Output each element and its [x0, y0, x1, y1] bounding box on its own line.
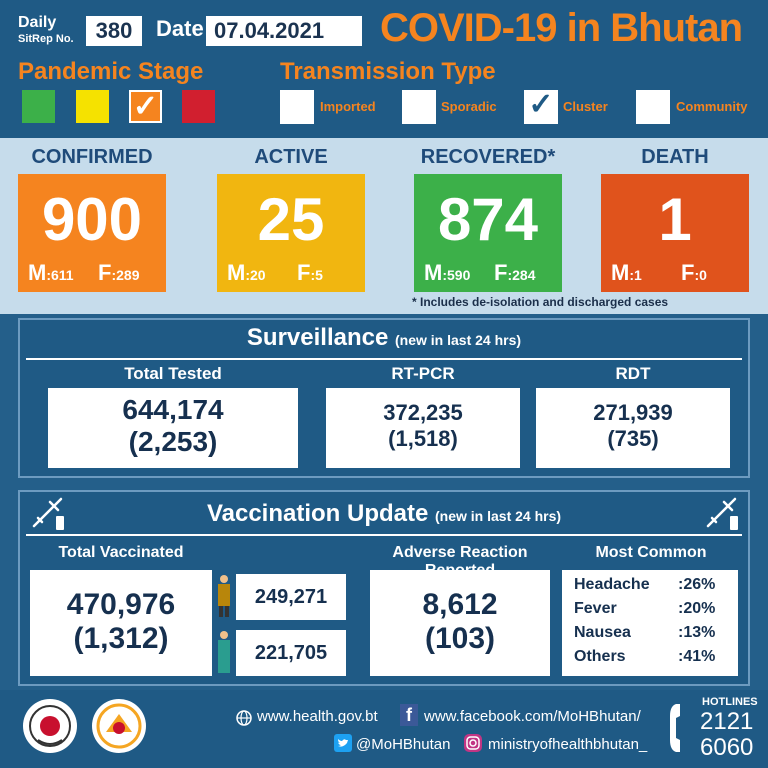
confirmed-female: F:289: [98, 260, 140, 285]
transmission-imported-label: Imported: [320, 99, 376, 114]
recovered-footnote: * Includes de-isolation and discharged cases: [412, 295, 669, 309]
facebook-icon: f: [400, 704, 418, 726]
rdt-label: RDT: [615, 364, 651, 383]
active-card: [217, 174, 365, 292]
list-item: Fever :20%: [574, 600, 716, 617]
rdt-new: (735): [607, 426, 659, 451]
transmission-sporadic-label: Sporadic: [441, 99, 497, 114]
cluster-check-icon: ✓: [528, 88, 554, 121]
active-value: 25: [257, 186, 325, 253]
total-tested-label: Total Tested: [124, 364, 222, 383]
transmission-type-label: Transmission Type: [280, 58, 496, 85]
national-emblem-logo: [90, 696, 148, 756]
female-vaccinated-value: 221,705: [236, 630, 346, 676]
daily-label: Daily: [18, 14, 57, 31]
active-label: ACTIVE: [254, 146, 328, 168]
most-common-card: [562, 570, 738, 676]
list-item: Headache :26%: [574, 576, 716, 593]
page-title: COVID-19 in Bhutan: [380, 6, 743, 50]
confirmed-card: [18, 174, 166, 292]
stage-orange: [129, 90, 162, 123]
most-common-label: Most Common: [595, 544, 707, 561]
rtpcr-card: [326, 388, 520, 468]
globe-icon: [236, 710, 252, 726]
sitrep-label: SitRep No.: [18, 33, 74, 45]
stage-yellow: [76, 90, 109, 123]
total-vaccinated-new: (1,312): [73, 622, 169, 655]
footer: [0, 690, 768, 768]
active-female: F:5: [297, 260, 323, 285]
pandemic-stage-label: Pandemic Stage: [18, 58, 204, 85]
instagram-handle[interactable]: ministryofhealthbhutan_: [488, 736, 648, 753]
list-item: Others :41%: [574, 648, 716, 665]
case-stats-section: [0, 138, 768, 314]
transmission-community-box: [636, 90, 670, 124]
transmission-sporadic-box: [402, 90, 436, 124]
female-figure-icon: [216, 630, 232, 674]
twitter-handle[interactable]: @MoHBhutan: [356, 736, 451, 753]
total-tested-value: 644,174: [122, 394, 224, 425]
hotline-number-2[interactable]: 6060: [700, 734, 754, 761]
total-tested-new: (2,253): [128, 426, 218, 457]
hotlines-label: HOTLINES: [702, 696, 758, 708]
list-item: Nausea :13%: [574, 624, 716, 641]
adverse-reaction-value: 8,612: [422, 588, 498, 621]
recovered-female: F:284: [494, 260, 536, 285]
date-value: 07.04.2021: [206, 16, 362, 46]
rtpcr-value: 372,235: [383, 400, 463, 425]
facebook-link[interactable]: www.facebook.com/MoHBhutan/: [424, 708, 641, 725]
active-male: M:20: [227, 260, 266, 285]
confirmed-value: 900: [41, 186, 143, 253]
stage-red: [182, 90, 215, 123]
transmission-community-label: Community: [676, 99, 748, 114]
rdt-value: 271,939: [593, 400, 673, 425]
rdt-card: [536, 388, 730, 468]
transmission-imported-box: [280, 90, 314, 124]
adverse-reaction-card: [370, 570, 550, 676]
male-vaccinated-value: 249,271: [236, 574, 346, 620]
death-label: DEATH: [641, 146, 709, 168]
rtpcr-new: (1,518): [388, 426, 458, 451]
header-section: [0, 0, 768, 138]
total-vaccinated-label: Total Vaccinated: [58, 544, 184, 561]
surveillance-divider: [26, 358, 742, 360]
surveillance-title: Surveillance (new in last 24 hrs): [246, 324, 522, 351]
recovered-male: M:590: [424, 260, 471, 285]
transmission-cluster-box: [524, 90, 558, 124]
adverse-reaction-label: Adverse Reaction: [392, 544, 528, 561]
death-value: 1: [658, 186, 692, 253]
date-label: Date: [156, 16, 204, 41]
total-vaccinated-value: 470,976: [66, 588, 176, 621]
recovered-card: [414, 174, 562, 292]
total-tested-card: [48, 388, 298, 468]
sitrep-number: 380: [86, 16, 142, 46]
twitter-icon: [334, 734, 352, 752]
male-figure-icon: [216, 574, 232, 618]
surveillance-panel: [18, 318, 750, 478]
vaccination-title: Vaccination Update (new in last 24 hrs): [206, 500, 562, 527]
hotline-number-1[interactable]: 2121: [700, 708, 754, 735]
transmission-cluster-label: Cluster: [563, 99, 608, 114]
death-female: F:0: [681, 260, 707, 285]
instagram-icon: [464, 734, 482, 752]
death-male: M:1: [611, 260, 642, 285]
website-link[interactable]: www.health.gov.bt: [257, 708, 378, 725]
recovered-value: 874: [437, 186, 539, 253]
phone-icon: [668, 700, 698, 756]
vaccination-divider: [26, 534, 742, 536]
ministry-emblem-logo: [22, 696, 78, 756]
confirmed-male: M:611: [28, 260, 74, 285]
rtpcr-label: RT-PCR: [391, 364, 455, 383]
death-card: [601, 174, 749, 292]
stage-check-icon: ✓: [132, 90, 159, 123]
recovered-label: RECOVERED*: [420, 146, 556, 168]
stage-green: [22, 90, 55, 123]
vaccination-panel: [18, 490, 750, 686]
total-vaccinated-card: [30, 570, 212, 676]
confirmed-label: CONFIRMED: [31, 146, 153, 168]
adverse-reaction-new: (103): [424, 622, 496, 655]
